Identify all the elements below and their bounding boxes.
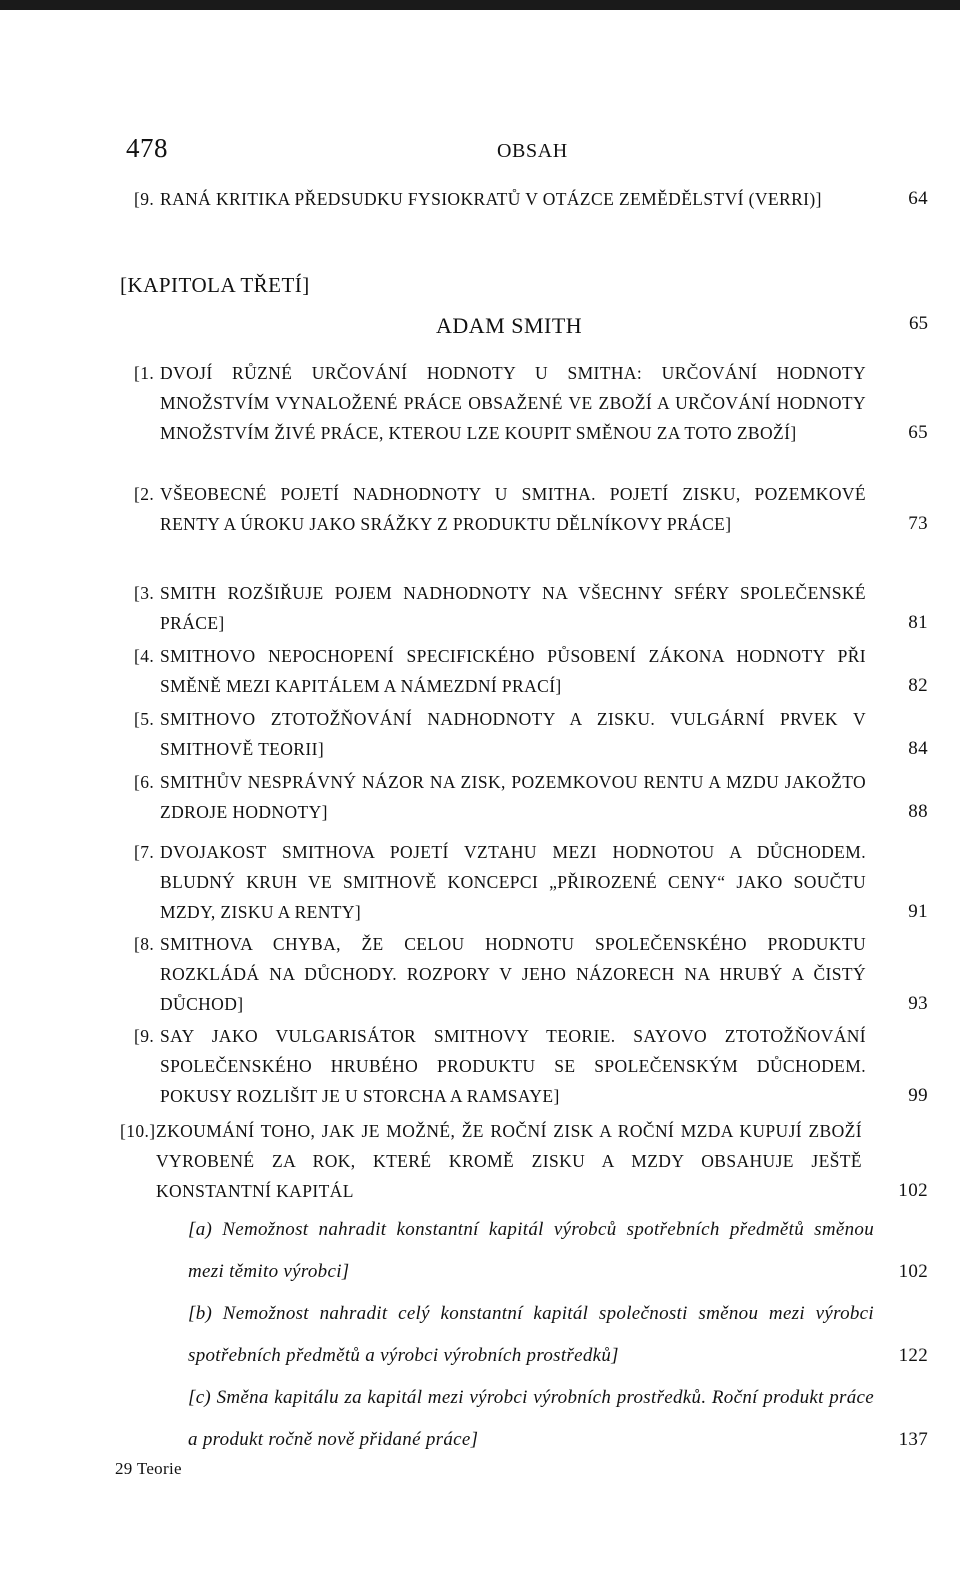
subentry-text: [c) Směna kapitálu za kapitál mezi výrobci výrobních prostředků. Roční produkt práce a produkt ročně nově přidané práce] (188, 1387, 874, 1450)
toc-entry (134, 837, 928, 927)
entry-number: [5. (134, 709, 155, 729)
entry-number: [8. (134, 934, 155, 954)
entry-text: VŠEOBECNÉ POJETÍ NADHODNOTY U SMITHA. POJETÍ ZISKU, POZEMKOVÉ RENTY A ÚROKU JAKO SRÁŽKY Z PRODUKTU DĚLNÍKOVY PRÁCE] (160, 484, 866, 534)
toc-entry (134, 767, 928, 827)
entry-page: 81 (908, 612, 928, 633)
entry-number: [10.] (120, 1121, 156, 1141)
toc-subentry (188, 1293, 928, 1377)
chapter-title: ADAM SMITH (436, 313, 583, 338)
toc-subentry (188, 1209, 928, 1293)
entry-text: SMITHOVO NEPOCHOPENÍ SPECIFICKÉHO PŮSOBENÍ ZÁKONA HODNOTY PŘI SMĚNĚ MEZI KAPITÁLEM A NÁMEZDNÍ PRACÍ] (160, 646, 866, 696)
toc-entry (134, 578, 928, 638)
toc-entry (134, 479, 928, 539)
toc-entry (120, 1116, 928, 1206)
entry-page: 65 (908, 422, 928, 443)
printer-signature: 29 Teorie (115, 1459, 182, 1478)
entry-text: SAY JAKO VULGARISÁTOR SMITHOVY TEORIE. SAYOVO ZTOTOŽŇOVÁNÍ SPOLEČENSKÉHO HRUBÉHO PRODUKTU SE SPOLEČENSKÝM DŮCHODEM. POKUSY ROZLIŠIT JE U STORCHA A RAMSAYE] (160, 1026, 866, 1106)
subentry-page: 102 (898, 1261, 928, 1282)
entry-page: 91 (908, 901, 928, 922)
entry-number: [4. (134, 646, 155, 666)
entry-text: SMITHOVO ZTOTOŽŇOVÁNÍ NADHODNOTY A ZISKU. VULGÁRNÍ PRVEK V SMITHOVĚ TEORII] (160, 709, 866, 759)
entry-text: SMITHOVA CHYBA, ŽE CELOU HODNOTU SPOLEČENSKÉHO PRODUKTU ROZKLÁDÁ NA DŮCHODY. ROZPORY V JEHO NÁZORECH NA HRUBÝ A ČISTÝ DŮCHOD] (160, 934, 866, 1014)
entry-number: [1. (134, 363, 155, 383)
entry-text: SMITHŮV NESPRÁVNÝ NÁZOR NA ZISK, POZEMKOVOU RENTU A MZDU JAKOŽTO ZDROJE HODNOTY] (160, 772, 866, 822)
toc-subentry (188, 1377, 928, 1461)
chapter-label: [KAPITOLA TŘETÍ] (120, 273, 310, 297)
toc-entry (134, 1021, 928, 1111)
entry-page: 82 (908, 675, 928, 696)
toc-entry (134, 704, 928, 764)
subentry-text: [b) Nemožnost nahradit celý konstantní kapitál společnosti směnou mezi výrobci spotřebních předmětů a výrobci výrobních prostředků] (188, 1303, 874, 1366)
entry-page: 84 (908, 738, 928, 759)
entry-number: [9. (134, 1026, 155, 1046)
entry-page: 64 (908, 188, 928, 209)
entry-number: [3. (134, 583, 155, 603)
entry-text: DVOJAKOST SMITHOVA POJETÍ VZTAHU MEZI HODNOTOU A DŮCHODEM. BLUDNÝ KRUH VE SMITHOVĚ KONCEPCI „PŘIROZENÉ CENY“ JAKO SOUČTU MZDY, ZISKU A RENTY] (160, 842, 866, 922)
toc-entry (134, 358, 928, 448)
subentry-text: [a) Nemožnost nahradit konstantní kapitál výrobců spotřebních předmětů směnou mezi těmito výrobci] (188, 1219, 874, 1282)
entry-page: 88 (908, 801, 928, 822)
entry-number: [9. (134, 189, 155, 209)
page-number: 478 (126, 133, 168, 163)
entry-text: SMITH ROZŠIŘUJE POJEM NADHODNOTY NA VŠECHNY SFÉRY SPOLEČENSKÉ PRÁCE] (160, 583, 866, 633)
toc-entry (134, 184, 928, 214)
entry-number: [7. (134, 842, 155, 862)
entry-page: 102 (898, 1180, 928, 1201)
entry-page: 73 (908, 513, 928, 534)
toc-entry (134, 641, 928, 701)
subentry-page: 137 (898, 1429, 928, 1450)
chapter-page: 65 (909, 313, 928, 334)
entry-page: 93 (908, 993, 928, 1014)
subentry-page: 122 (898, 1345, 928, 1366)
scan-top-edge (0, 0, 960, 10)
entry-text: RANÁ KRITIKA PŘEDSUDKU FYSIOKRATŮ V OTÁZCE ZEMĚDĚLSTVÍ (VERRI)] (160, 189, 822, 209)
entry-text: ZKOUMÁNÍ TOHO, JAK JE MOŽNÉ, ŽE ROČNÍ ZISK A ROČNÍ MZDA KUPUJÍ ZBOŽÍ VYROBENÉ ZA ROK, KTERÉ KROMĚ ZISKU A MZDY OBSAHUJE JEŠTĚ KONSTANTNÍ KAPITÁL (156, 1121, 862, 1201)
entry-text: DVOJÍ RŮZNÉ URČOVÁNÍ HODNOTY U SMITHA: URČOVÁNÍ HODNOTY MNOŽSTVÍM VYNALOŽENÉ PRÁCE OBSAŽENÉ VE ZBOŽÍ A URČOVÁNÍ HODNOTY MNOŽSTVÍM ŽIVÉ PRÁCE, KTEROU LZE KOUPIT SMĚNOU ZA TOTO ZBOŽÍ] (160, 363, 866, 443)
running-head: OBSAH (497, 140, 568, 162)
toc-entry (134, 929, 928, 1019)
entry-number: [2. (134, 484, 155, 504)
entry-number: [6. (134, 772, 155, 792)
entry-page: 99 (908, 1085, 928, 1106)
